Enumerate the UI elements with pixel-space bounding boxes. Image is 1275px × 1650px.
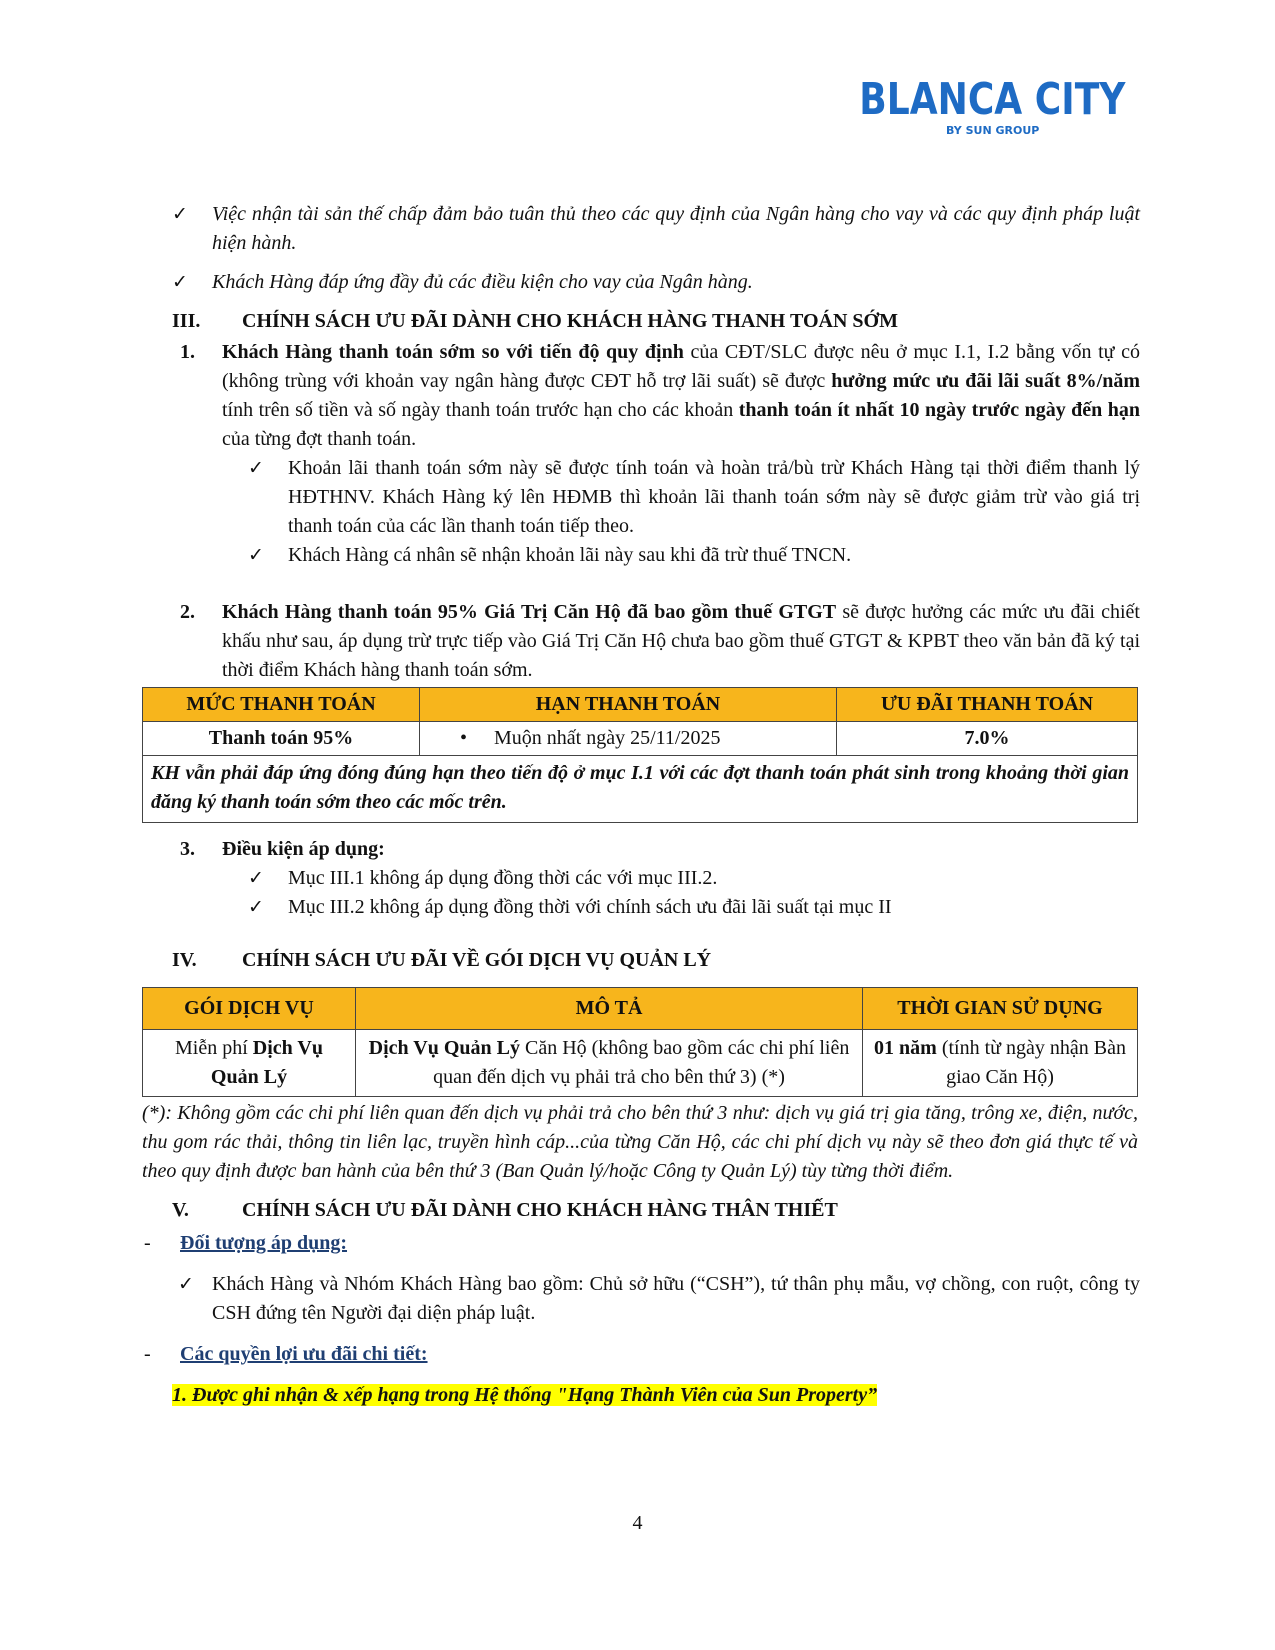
logo-sub-text: BY SUN GROUP — [946, 124, 1040, 137]
table-cell — [420, 722, 837, 756]
blanca-city-logo — [830, 74, 1155, 137]
service-table — [142, 987, 1138, 1097]
dash-title: Các quyền lợi ưu đãi chi tiết: — [180, 1343, 428, 1365]
table-cell: Thanh toán 95% — [143, 722, 420, 756]
text: sẽ được hưởng các mức ưu đãi chiết khấu như sau, áp dụng trừ trực tiếp vào Giá Trị Căn Hộ chưa bao gồm thuế GTGT & KPBT theo văn bản đã ký tại thời điểm Khách hàng thanh toán sớm. — [222, 601, 1140, 681]
dash-title: Đối tượng áp dụng: — [180, 1232, 348, 1254]
section-number: V. — [172, 1199, 189, 1221]
service-note: (*): Không gồm các chi phí liên quan đến dịch vụ phải trả cho bên thứ 3 như: dịch vụ giá trị gia tăng, trông xe, điện, nước, thu gom rác thải, thông tin liên lạc, truyền hình cáp...của từng Căn Hộ, các chi phí dịch vụ này sẽ theo đơn giá thực tế và theo quy định được ban hành của bên thứ 3 (Ban Quản lý/hoặc Công ty Quản Lý) tùy từng thời điểm. — [142, 1102, 1138, 1182]
section-number: IV. — [172, 949, 197, 971]
table-header: THỜI GIAN SỬ DỤNG — [863, 988, 1138, 1030]
section-title: CHÍNH SÁCH ƯU ĐÃI DÀNH CHO KHÁCH HÀNG THÂN THIẾT — [242, 1199, 838, 1221]
section-heading-iv — [172, 946, 1140, 975]
table-cell — [356, 1030, 863, 1097]
check-bullet — [248, 541, 1140, 570]
check-bullet — [172, 200, 1140, 258]
early-payment-table — [142, 687, 1138, 823]
table-header: MÔ TẢ — [356, 988, 863, 1030]
item-number: 2. — [180, 601, 195, 623]
check-icon: ✓ — [178, 1273, 194, 1295]
table-note: KH vẫn phải đáp ứng đóng đúng hạn theo tiến độ ở mục I.1 với các đợt thanh toán phát sinh trong khoảng thời gian đăng ký thanh toán sớm theo các mốc trên. — [143, 756, 1138, 823]
item-number: 3. — [180, 838, 195, 860]
bold-text: thanh toán ít nhất 10 ngày trước ngày đến hạn — [738, 399, 1141, 421]
highlight-text: 1. Được ghi nhận & xếp hạng trong Hệ thống "Hạng Thành Viên của Sun Property” — [172, 1384, 878, 1406]
deadline-text: Muộn nhất ngày 25/11/2025 — [494, 727, 721, 749]
check-icon: ✓ — [248, 457, 264, 479]
table-cell: 7.0% — [837, 722, 1138, 756]
dash-item — [144, 1340, 1140, 1369]
text: Căn Hộ (không bao gồm các chi phí liên quan đến dịch vụ phải trả cho bên thứ 3) (*) — [433, 1037, 850, 1088]
table-header: ƯU ĐÃI THANH TOÁN — [837, 688, 1138, 722]
bullet-text: Khách Hàng đáp ứng đầy đủ các điều kiện cho vay của Ngân hàng. — [212, 271, 753, 293]
check-icon: ✓ — [172, 203, 188, 225]
list-item-iii-2 — [180, 598, 1140, 685]
text: của CĐT/SLC được nêu ở mục I.1, I.2 bằng vốn tự có (không trùng với khoản vay ngân hàng được CĐT hỗ trợ lãi suất) sẽ được — [222, 341, 1140, 392]
section-title: CHÍNH SÁCH ƯU ĐÃI DÀNH CHO KHÁCH HÀNG THANH TOÁN SỚM — [242, 310, 898, 332]
list-item-iii-1 — [180, 338, 1140, 454]
table-header: GÓI DỊCH VỤ — [143, 988, 356, 1030]
check-bullet — [172, 268, 1140, 297]
table-cell — [143, 1030, 356, 1097]
dash-mark: - — [144, 1232, 151, 1254]
table-cell — [863, 1030, 1138, 1097]
text: của từng đợt thanh toán. — [222, 428, 417, 450]
bold-text: hưởng mức ưu đãi lãi suất 8%/năm — [831, 370, 1141, 392]
bullet-text: Mục III.2 không áp dụng đồng thời với chính sách ưu đãi lãi suất tại mục II — [288, 896, 892, 918]
bold-text: 01 năm — [874, 1037, 937, 1059]
bold-text: Khách Hàng thanh toán sớm so với tiến độ quy định — [222, 341, 684, 363]
table-header: MỨC THANH TOÁN — [143, 688, 420, 722]
section-title: CHÍNH SÁCH ƯU ĐÃI VỀ GÓI DỊCH VỤ QUẢN LÝ — [242, 949, 712, 971]
dash-item — [144, 1229, 1140, 1258]
check-icon: ✓ — [172, 271, 188, 293]
section-heading-iii — [172, 307, 1140, 336]
section-heading-v — [172, 1196, 1140, 1225]
bullet-dot-icon: • — [460, 727, 468, 749]
item-text — [222, 598, 1140, 685]
check-bullet — [248, 454, 1140, 541]
list-item-iii-3 — [180, 835, 1140, 864]
bold-text: Dịch Vụ Quản Lý — [210, 1037, 323, 1088]
check-icon: ✓ — [248, 867, 264, 889]
bold-text: Dịch Vụ Quản Lý — [368, 1037, 520, 1059]
item-title: Điều kiện áp dụng: — [222, 838, 385, 860]
bullet-text: Khách Hàng và Nhóm Khách Hàng bao gồm: Chủ sở hữu (“CSH”), tứ thân phụ mẫu, vợ chồng, con ruột, công ty CSH đứng tên Người đại diện pháp luật. — [212, 1273, 1140, 1324]
check-icon: ✓ — [248, 544, 264, 566]
bullet-text: Khách Hàng cá nhân sẽ nhận khoản lãi này sau khi đã trừ thuế TNCN. — [288, 544, 852, 566]
text: Miễn phí — [175, 1037, 253, 1059]
section-number: III. — [172, 310, 201, 332]
item-number: 1. — [180, 341, 195, 363]
page-number: 4 — [632, 1512, 643, 1534]
bullet-text: Khoản lãi thanh toán sớm này sẽ được tính toán và hoàn trả/bù trừ Khách Hàng tại thời điểm thanh lý HĐTHNV. Khách Hàng ký lên HĐMB thì khoản lãi thanh toán sớm này sẽ được giảm trừ vào giá trị thanh toán của các lần thanh toán tiếp theo. — [288, 457, 1140, 537]
document-body — [142, 200, 1141, 1410]
bullet-text: Mục III.1 không áp dụng đồng thời các với mục III.2. — [288, 867, 718, 889]
check-bullet — [178, 1270, 1140, 1328]
logo-main-text: BLANCA CITY — [859, 74, 1126, 125]
table-header: HẠN THANH TOÁN — [420, 688, 837, 722]
text: (tính từ ngày nhận Bàn giao Căn Hộ) — [936, 1037, 1126, 1088]
highlighted-item — [172, 1381, 1140, 1410]
text: tính trên số tiền và số ngày thanh toán trước hạn cho các khoản — [222, 399, 739, 421]
check-icon: ✓ — [248, 896, 264, 918]
bullet-text: Việc nhận tài sản thế chấp đảm bảo tuân thủ theo các quy định của Ngân hàng cho vay và các quy định pháp luật hiện hành. — [212, 203, 1140, 254]
item-text — [222, 338, 1140, 454]
dash-mark: - — [144, 1343, 151, 1365]
check-bullet — [248, 893, 1140, 922]
bold-text: Khách Hàng thanh toán 95% Giá Trị Căn Hộ đã bao gồm thuế GTGT — [222, 601, 837, 623]
check-bullet — [248, 864, 1140, 893]
